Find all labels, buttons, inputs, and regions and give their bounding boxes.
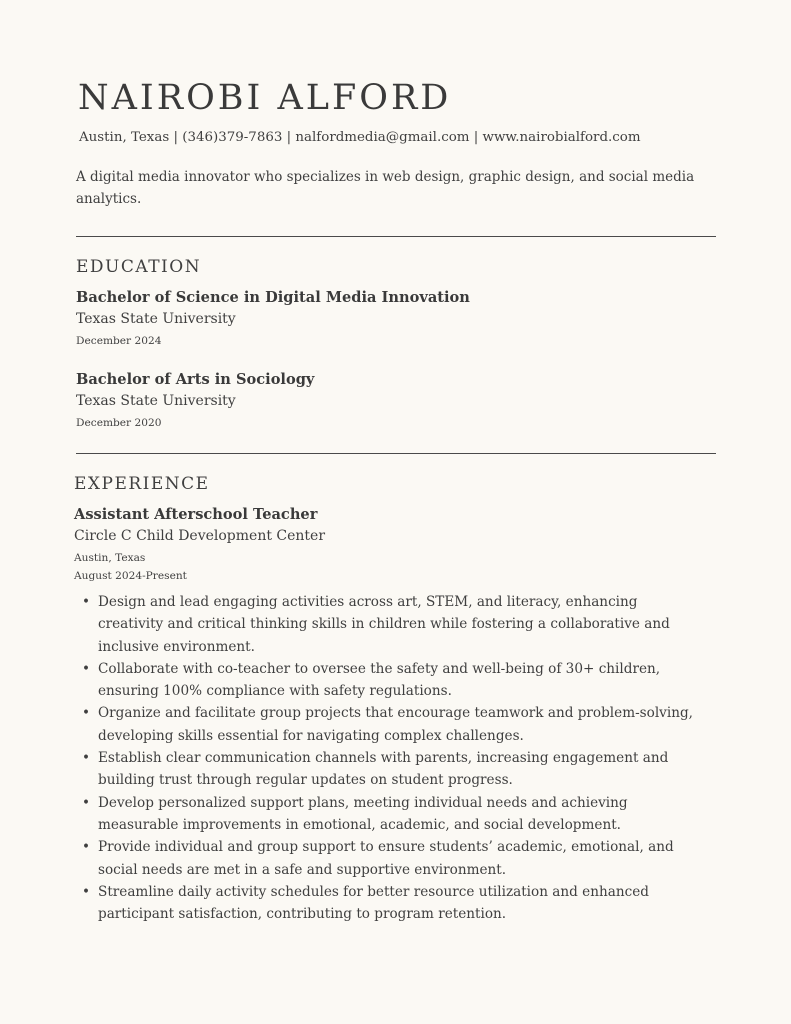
job-dates: August 2024-Present <box>74 570 187 582</box>
responsibility-item: • Design and lead engaging activities across art, STEM, and literacy, enhancing creativity and critical thinking skills in children while fostering a collaborative and inclusive environment. <box>80 591 700 658</box>
job-responsibilities <box>80 591 700 925</box>
education-date: December 2024 <box>76 335 162 347</box>
responsibility-item: • Organize and facilitate group projects that encourage teamwork and problem-solving, developing skills essential for navigating complex challenges. <box>80 702 700 747</box>
job-location: Austin, Texas <box>74 552 146 564</box>
responsibility-item: • Establish clear communication channels with parents, increasing engagement and building trust through regular updates on student progress. <box>80 747 700 792</box>
job-organization: Circle C Child Development Center <box>74 528 326 544</box>
section-divider <box>76 453 716 454</box>
education-degree: Bachelor of Science in Digital Media Innovation <box>76 289 470 306</box>
job-title: Assistant Afterschool Teacher <box>74 506 318 523</box>
education-school: Texas State University <box>76 311 236 327</box>
education-heading: EDUCATION <box>76 257 202 277</box>
responsibility-item: • Develop personalized support plans, meeting individual needs and achieving measurable improvements in emotional, academic, and social development. <box>80 792 700 837</box>
responsibility-item: • Collaborate with co-teacher to oversee the safety and well-being of 30+ children, ensuring 100% compliance with safety regulations. <box>80 658 700 703</box>
summary-paragraph: A digital media innovator who specializes in web design, graphic design, and social media analytics. <box>76 169 695 207</box>
experience-heading: EXPERIENCE <box>74 474 210 494</box>
education-date: December 2020 <box>76 417 162 429</box>
responsibility-item: • Streamline daily activity schedules for better resource utilization and enhanced participant satisfaction, contributing to program retention. <box>80 881 700 926</box>
candidate-name: NAIROBI ALFORD <box>78 78 452 118</box>
contact-line: Austin, Texas | (346)379-7863 | nalfordmedia@gmail.com | www.nairobialford.com <box>79 130 641 145</box>
education-degree: Bachelor of Arts in Sociology <box>76 371 315 388</box>
education-school: Texas State University <box>76 393 236 409</box>
section-divider <box>76 236 716 237</box>
responsibility-item: • Provide individual and group support to ensure students’ academic, emotional, and social needs are met in a safe and supportive environment. <box>80 836 700 881</box>
